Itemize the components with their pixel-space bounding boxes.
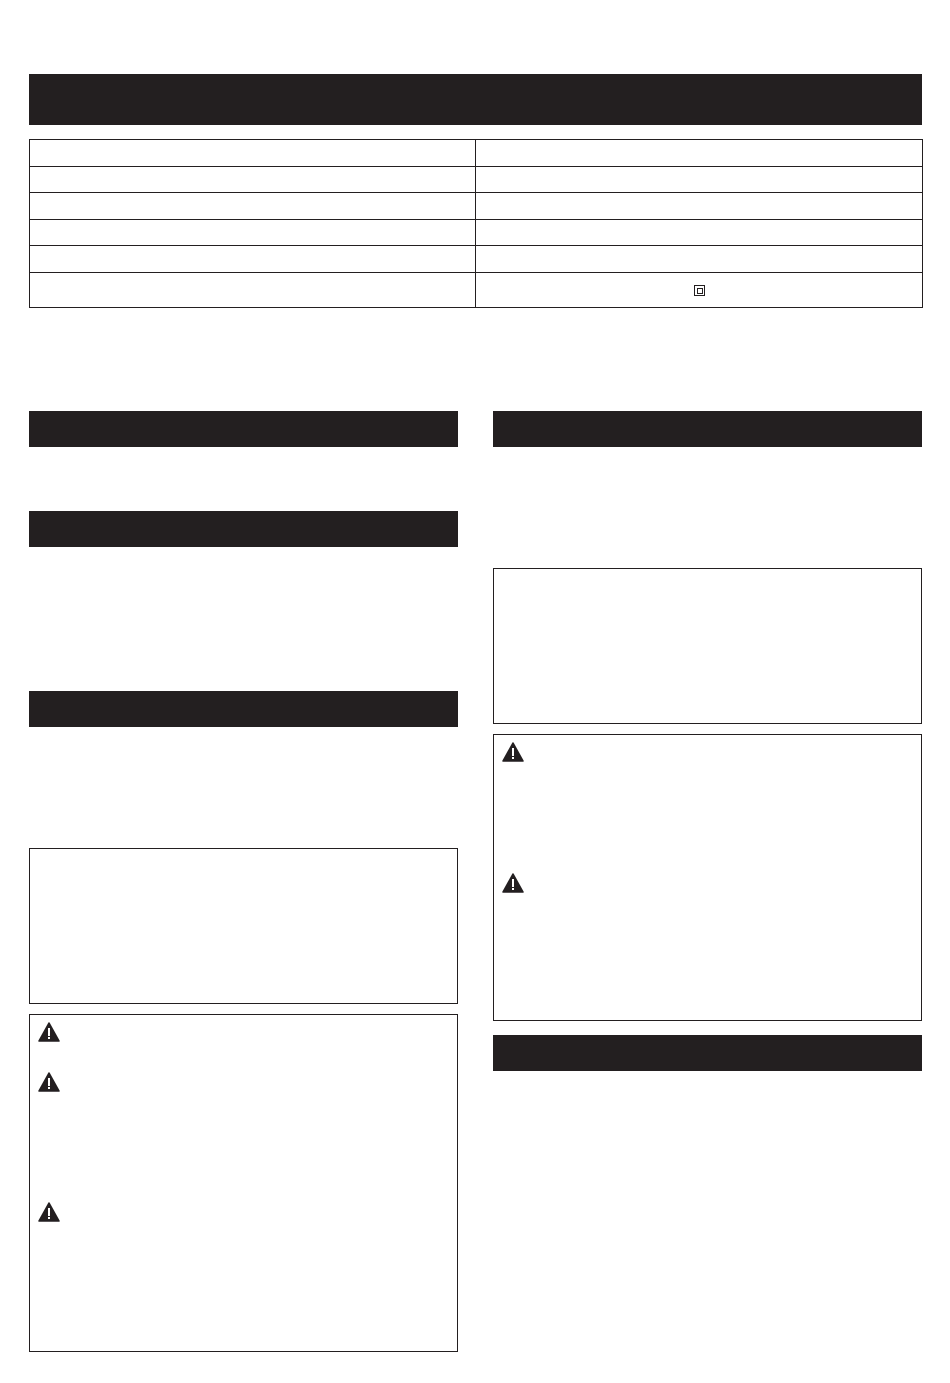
double-insulation-icon <box>694 285 705 296</box>
warning-triangle-icon <box>38 1072 60 1092</box>
table-row <box>30 167 923 193</box>
spec-label <box>30 220 476 246</box>
spec-value <box>476 167 923 193</box>
spec-value <box>476 140 923 167</box>
spec-label <box>30 273 476 308</box>
spec-label <box>30 167 476 193</box>
warning-triangle-icon <box>502 873 524 893</box>
spec-label <box>30 193 476 220</box>
warning-triangle-icon <box>502 742 524 762</box>
warning-triangle-icon <box>38 1202 60 1222</box>
section-heading-bar <box>493 1035 922 1071</box>
spec-label <box>30 140 476 167</box>
notice-box <box>29 848 458 1004</box>
spec-value <box>476 273 923 308</box>
warning-box <box>493 734 922 1021</box>
spec-value <box>476 246 923 273</box>
section-heading-bar <box>29 411 458 447</box>
warning-triangle-icon <box>38 1022 60 1042</box>
notice-box <box>493 568 922 724</box>
spec-value <box>476 220 923 246</box>
section-heading-bar <box>29 511 458 547</box>
spec-label <box>30 246 476 273</box>
table-row <box>30 220 923 246</box>
table-row <box>30 246 923 273</box>
specifications-title-bar <box>29 74 922 125</box>
section-heading-bar <box>29 691 458 727</box>
table-row <box>30 193 923 220</box>
table-row <box>30 273 923 308</box>
warning-box <box>29 1014 458 1352</box>
spec-value <box>476 193 923 220</box>
specifications-table <box>29 139 923 308</box>
section-heading-bar <box>493 411 922 447</box>
table-row <box>30 140 923 167</box>
